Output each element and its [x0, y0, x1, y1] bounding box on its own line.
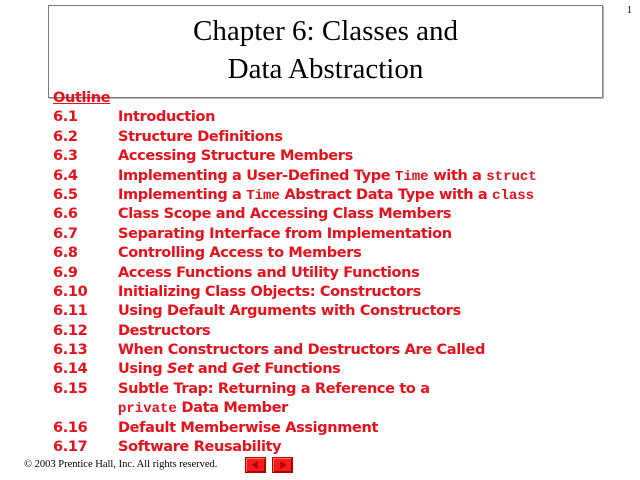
previous-slide-button[interactable] [245, 457, 266, 473]
outline-item [53, 283, 537, 302]
copyright-footer: © 2003 Prentice Hall, Inc. All rights reserved. [24, 459, 218, 470]
code-keyword: struct [486, 168, 537, 185]
outline-item-title [118, 322, 210, 341]
outline-text-segment: When Constructors and Destructors Are Called [118, 342, 485, 359]
next-slide-button[interactable] [272, 457, 293, 473]
outline-item-number: 6.12 [53, 322, 88, 339]
outline-item-number: 6.13 [53, 342, 88, 359]
outline-item-title [118, 108, 215, 127]
outline-item-title [118, 341, 485, 360]
outline-text-segment: Destructors [118, 322, 211, 339]
outline-item-number: 6.2 [53, 128, 78, 145]
triangle-right-icon [273, 458, 292, 472]
outline-item-title [118, 128, 283, 147]
outline-text-segment: and [193, 361, 233, 378]
outline-item [53, 128, 537, 147]
outline-item-continuation [53, 399, 537, 418]
outline-text-segment: Set [167, 361, 194, 378]
outline-item-title [118, 419, 378, 438]
outline-item-number: 6.8 [53, 245, 78, 262]
outline-item [53, 380, 537, 399]
outline-item-number: 6.15 [53, 380, 88, 397]
outline-text-segment: Default Memberwise Assignment [118, 419, 379, 436]
outline-item [53, 341, 537, 360]
outline-item-title [118, 244, 361, 263]
outline-heading: Outline [53, 90, 111, 106]
outline-item-title [118, 205, 451, 224]
outline-item-number: 6.11 [53, 303, 88, 320]
outline-text-segment: Abstract Data Type with a [279, 186, 493, 203]
code-keyword: class [492, 187, 535, 204]
outline-item-title [118, 147, 353, 166]
outline-text-segment: Accessing Structure Members [118, 148, 353, 165]
outline-text-segment: Implementing a [118, 186, 247, 203]
outline-item [53, 167, 537, 186]
outline-item-number: 6.16 [53, 419, 88, 436]
outline-item [53, 108, 537, 127]
outline-item-number: 6.9 [53, 264, 78, 281]
outline-item-title [118, 167, 537, 186]
code-keyword: Time [246, 187, 280, 204]
outline-text-segment: with a [428, 167, 487, 184]
outline-item-title [118, 225, 452, 244]
outline-text-segment: Implementing a User-Defined Type [118, 167, 395, 184]
code-keyword: private [118, 401, 177, 418]
outline-text-segment: Controlling Access to Members [118, 245, 362, 262]
outline-text-segment: Access Functions and Utility Functions [118, 264, 420, 281]
outline-text-segment: Data Member [176, 400, 288, 417]
slide-title-line-2: Data Abstraction [227, 53, 424, 85]
outline-item-number: 6.4 [53, 167, 78, 184]
outline-item [53, 244, 537, 263]
slide-title-line-1: Chapter 6: Classes and [193, 15, 458, 47]
outline-item [53, 360, 537, 379]
outline-text-segment: Subtle Trap: Returning a Reference to a [118, 380, 430, 397]
outline-item-title [118, 399, 288, 418]
outline-item-title [118, 283, 421, 302]
outline-rows [53, 108, 537, 457]
outline-text-segment: Software Reusability [118, 439, 282, 456]
outline-item [53, 186, 537, 205]
outline-text-segment: Initializing Class Objects: Constructors [118, 283, 421, 300]
outline-text-segment: Functions [259, 361, 341, 378]
outline-item-number: 6.3 [53, 148, 78, 165]
outline-item [53, 225, 537, 244]
outline-item [53, 438, 537, 457]
outline-item-title [118, 438, 281, 457]
outline-item-number: 6.5 [53, 186, 78, 203]
slide-number: 1 [627, 5, 632, 16]
outline-item [53, 302, 537, 321]
outline-item-number: 6.7 [53, 225, 78, 242]
outline-item-title [118, 302, 461, 321]
outline-text-segment: Using [118, 361, 168, 378]
outline-text-segment: Introduction [118, 109, 216, 126]
outline-item [53, 264, 537, 283]
outline-item-number: 6.1 [53, 109, 78, 126]
outline-item-number: 6.6 [53, 206, 78, 223]
outline-item [53, 322, 537, 341]
outline-text-segment: Class Scope and Accessing Class Members [118, 206, 452, 223]
outline-item-number: 6.10 [53, 283, 88, 300]
slide-title-box [48, 5, 603, 98]
outline-item [53, 205, 537, 224]
outline-item-title [118, 380, 430, 399]
outline-item-number: 6.14 [53, 361, 88, 378]
outline-text-segment: Separating Interface from Implementation [118, 225, 452, 242]
outline-text-segment: Using Default Arguments with Constructors [118, 303, 461, 320]
outline-item-title [118, 360, 340, 379]
outline-text-segment: Structure Definitions [118, 128, 283, 145]
code-keyword: Time [394, 168, 429, 185]
outline-item [53, 147, 537, 166]
triangle-left-icon [246, 458, 265, 472]
outline-item-title [118, 264, 419, 283]
outline-item [53, 419, 537, 438]
outline-text-segment: Get [232, 361, 260, 378]
outline-item-number: 6.17 [53, 439, 88, 456]
outline-item-title [118, 186, 534, 205]
outline-list [53, 89, 537, 457]
